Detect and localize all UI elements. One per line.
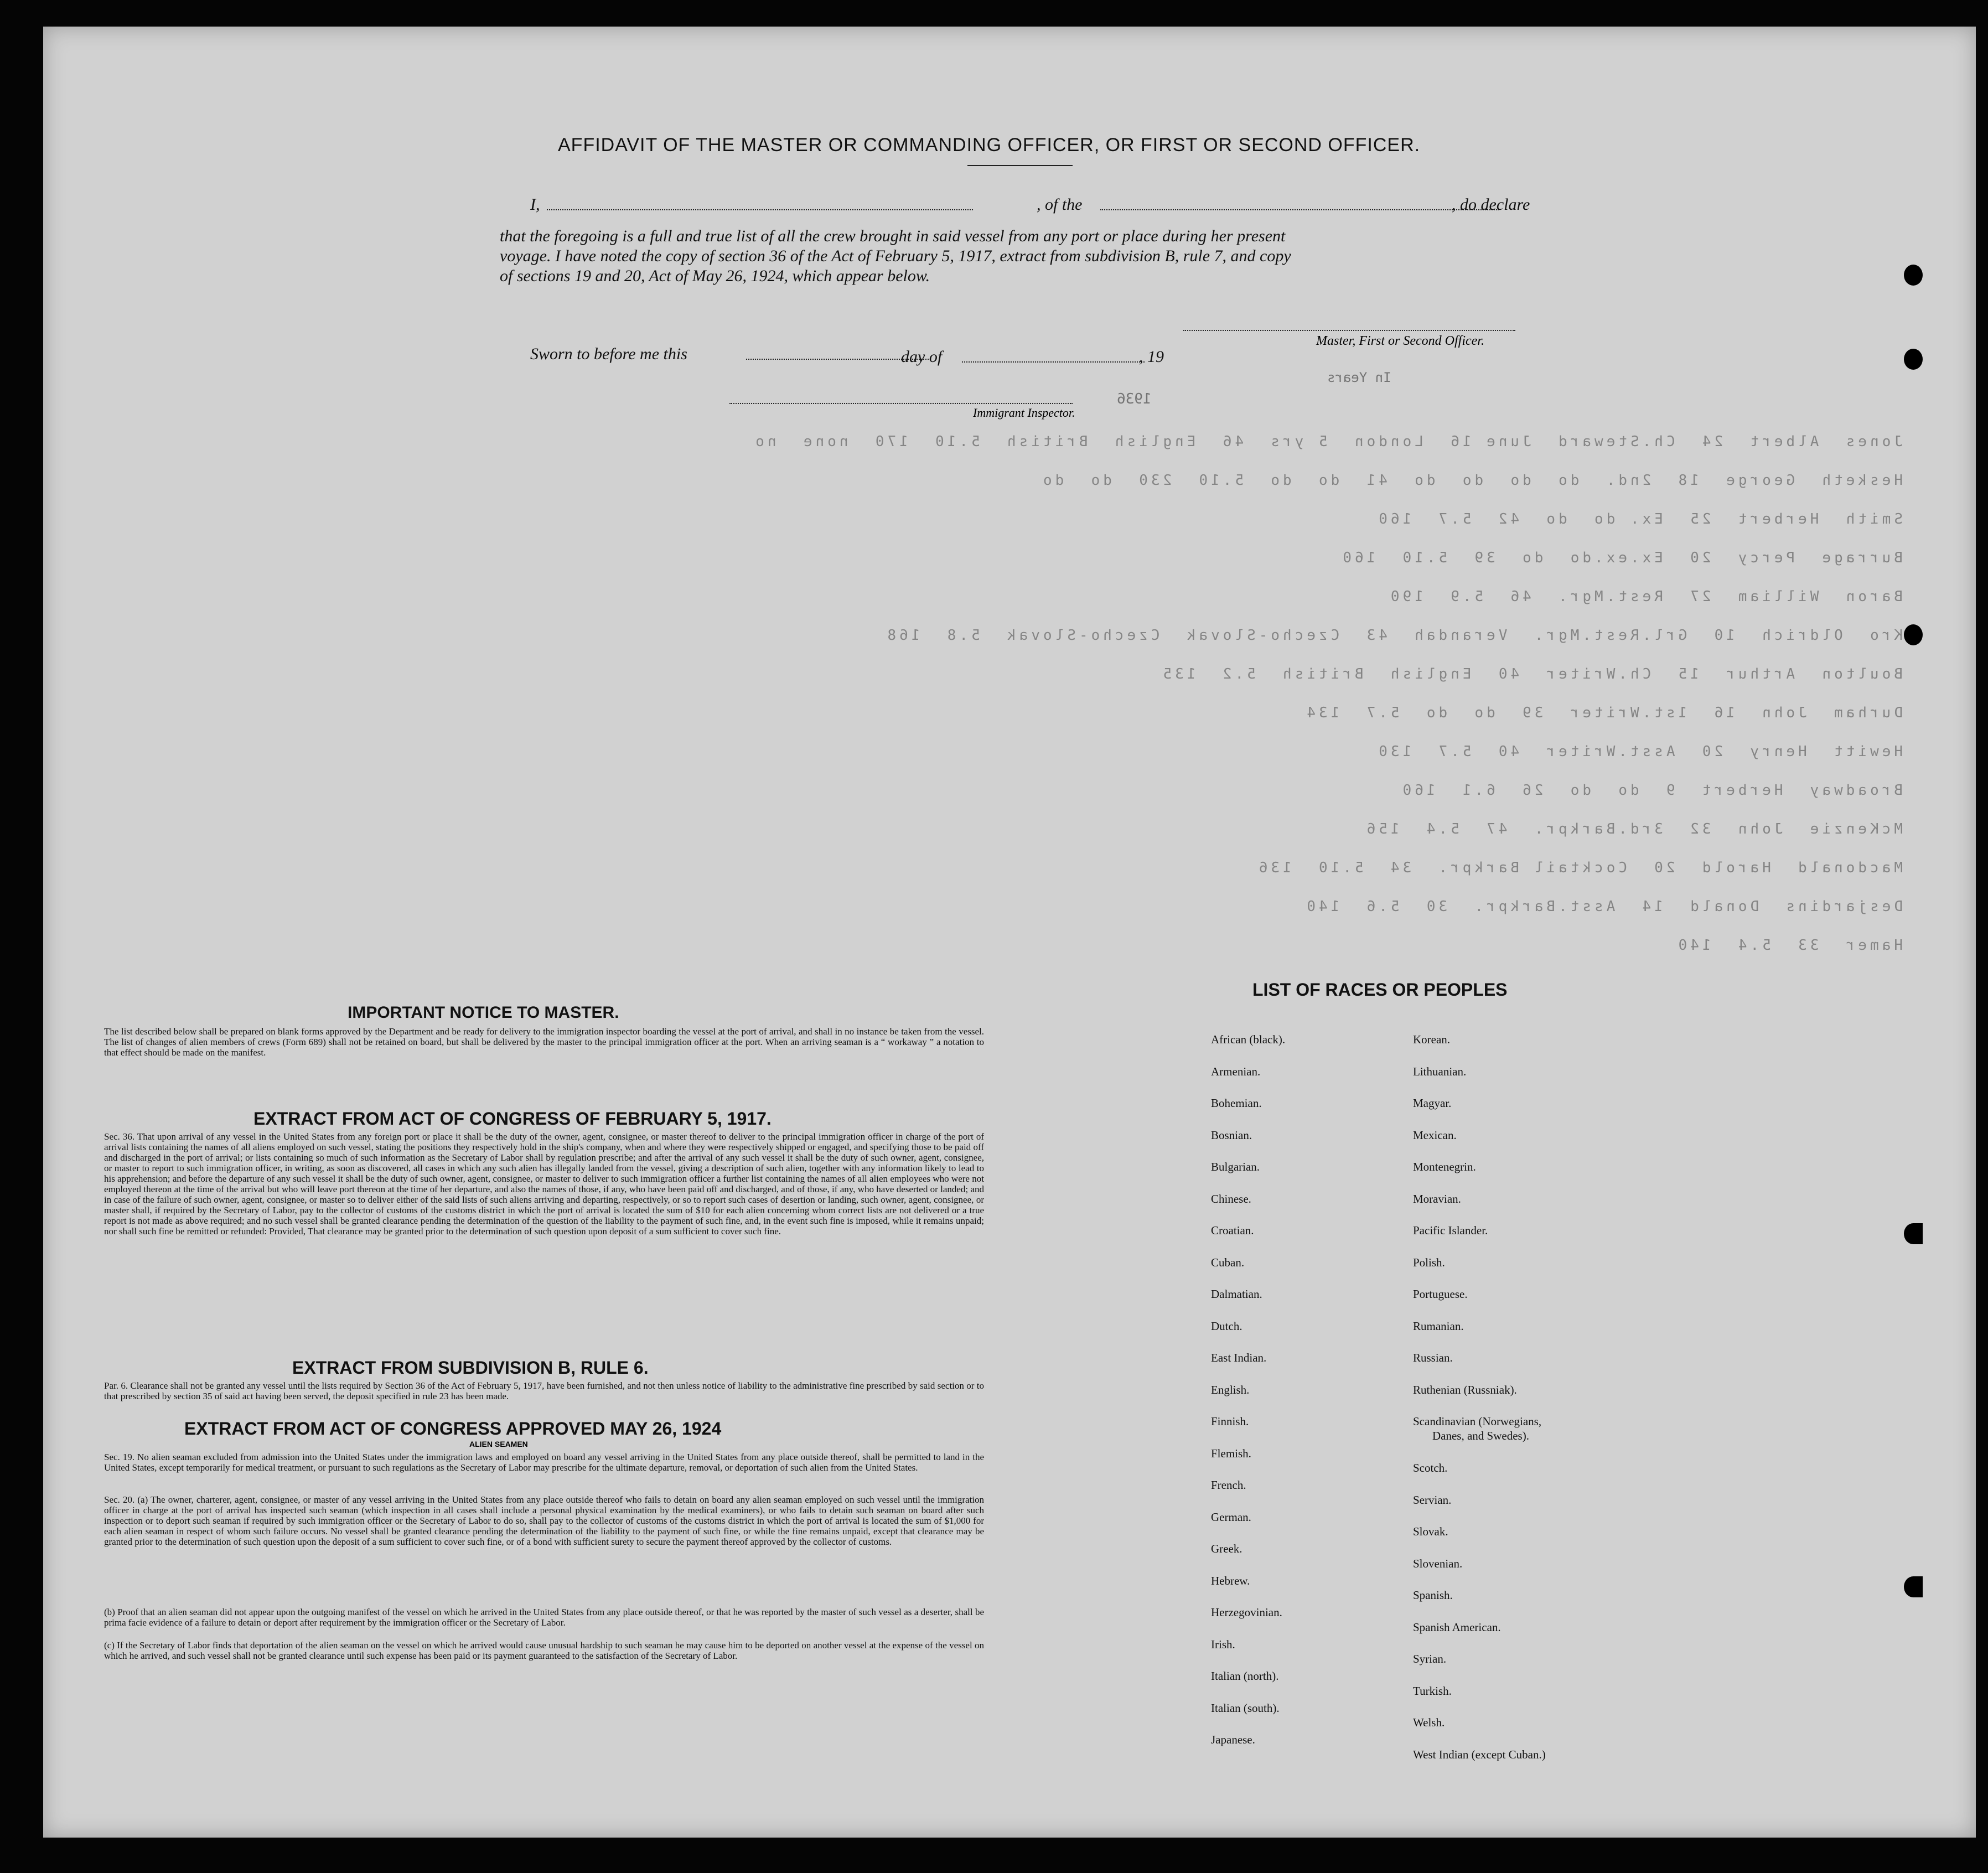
bleed-row: Broadway Herbert 9 do do 26 6.1 160 xyxy=(1399,782,1903,799)
bleed-stamp: 1936 xyxy=(1117,391,1152,407)
document-page xyxy=(43,27,1976,1838)
month-blank-line xyxy=(962,361,1145,363)
bleed-row: Burrage Percy 20 Ex.ex.do do 39 5.10 160 xyxy=(1339,550,1903,566)
extract-1924-title: EXTRACT FROM ACT OF CONGRESS APPROVED MAY 26, 1924 xyxy=(184,1419,722,1439)
i-label: I, xyxy=(530,195,540,214)
name-blank-line xyxy=(547,209,973,210)
bleed-row: Kro Oldrich 10 Grl.Rest.Mgr. Verandah 43 Czecho-Slovak Czecho-Slovak 5.8 168 xyxy=(884,627,1903,644)
race-item: Turkish. xyxy=(1413,1684,1452,1698)
race-item: Finnish. xyxy=(1211,1415,1249,1428)
race-item: Slovak. xyxy=(1413,1525,1448,1538)
extract-1924-sec19: Sec. 19. No alien seaman excluded from admission into the United States under the immigration laws and employed on board any vessel arriving in the United States from any place outside thereof, shall be permitted to land in the United States, except temporarily for medical treatment, or pursuant to such regulations as the Secretary of Labor may prescribe for the ultimate departure, removal, or deportation of such alien from the United States. xyxy=(104,1452,984,1473)
inspector-signature-line xyxy=(729,403,1073,404)
bleed-row: Boulton Arthur 15 Ch.Writer 40 English British 5.2 135 xyxy=(1159,666,1903,682)
race-item: Syrian. xyxy=(1413,1652,1447,1665)
vessel-blank-line xyxy=(1100,209,1499,210)
race-item: Rumanian. xyxy=(1413,1319,1464,1333)
race-item: Greek. xyxy=(1211,1542,1242,1555)
year-label: , 19 xyxy=(1139,348,1164,366)
race-item: Hebrew. xyxy=(1211,1574,1250,1587)
inspector-label: Immigrant Inspector. xyxy=(973,406,1075,420)
race-item: Flemish. xyxy=(1211,1446,1251,1460)
race-item: French. xyxy=(1211,1478,1246,1492)
race-item: Magyar. xyxy=(1413,1096,1452,1110)
affidavit-line-1: that the foregoing is a full and true list of all the crew brought in said vessel from any port or place during her present xyxy=(500,227,1286,245)
race-item: Italian (north). xyxy=(1211,1669,1279,1683)
notice-title: IMPORTANT NOTICE TO MASTER. xyxy=(348,1003,619,1022)
race-item: African (black). xyxy=(1211,1033,1286,1046)
bleed-row: Hewitt Henry 20 Asst.Writer 40 5.7 130 xyxy=(1375,743,1903,760)
race-item: Scandinavian (Norwegians, xyxy=(1413,1415,1542,1428)
race-item: Portuguese. xyxy=(1413,1287,1468,1301)
sworn-label: Sworn to before me this xyxy=(530,345,687,363)
extract-1917-body: Sec. 36. That upon arrival of any vessel in the United States from any foreign port or place it shall be the duty of the owner, agent, consignee, or master thereof to deliver to the principal immigration officer in charge of the port of arrival lists containing the names of all aliens employed on such vessel, stating the positions they respectively hold in the ship's company, when and where they were respectively shipped or engaged, and specifying those to be paid off and discharged in the port of arrival; or lists containing so much of such information as the Secretary of Labor shall by regulation prescribe; and after the arrival of any such vessel it shall be the duty of such owner, agent, consignee, or master to report to such immigration officer, in writing, as soon as discovered, all cases in which any such alien has illegally landed from the vessel, giving a description of such alien, together with any information likely to lead to his apprehension; and before the departure of any such vessel it shall be the duty of such owner, agent, consignee, or master to deliver to such immigration officer a further list containing the names of all alien employees who were not employed thereon at the time of the arrival but who will leave port thereon at the time of her departure, and also the names of those, if any, who have been paid off and discharged, and of those, if any, who have deserted or landed; and in case of the failure of such owner, agent, consignee, or master so to deliver either of the said lists of such aliens arriving and departing, respectively, or so to report such cases of desertion or landing, such owner, agent, consignee, or master shall, if required by the Secretary of Labor, pay to the collector of customs of the customs district in which the port of arrival is located the sum of $10 for each alien concerning whom correct lists are not delivered or a true report is not made as above required; and no such vessel shall be granted clearance pending the determination of the question of the liability to the payment of such fine, and, in the event such fine is imposed, while it remains unpaid; nor shall such fine be remitted or refunded: Provided, That clearance may be granted prior to the determination of such question upon deposit of a sum sufficient to cover such fine. xyxy=(104,1131,984,1236)
race-item: Servian. xyxy=(1413,1493,1452,1507)
race-item: Cuban. xyxy=(1211,1255,1245,1269)
notice-body: The list described below shall be prepared on blank forms approved by the Department and be ready for delivery to the immigration inspector boarding the vessel at the port of arrival, and shall in no instance be taken from the vessel. The list of changes of alien members of crews (Form 689) shall not be retained on board, but shall be delivered by the master to the principal immigration officer at the port. When an arriving seaman is a “ workaway ” a notation to that effect should be made on the manifest. xyxy=(104,1026,984,1058)
race-item: Welsh. xyxy=(1413,1716,1445,1729)
race-item: German. xyxy=(1211,1510,1251,1524)
extract-1924-sec20a: Sec. 20. (a) The owner, charterer, agent, consignee, or master of any vessel arriving in the United States from any place outside thereof who fails to detain on board any alien seaman employed on such vessel until the immigration officer in charge at the port of arrival has inspected such seaman (which inspection in all cases shall include a personal physical examination by the medical examiners), or who fails to detain such seaman on board after such inspection or to deport such seaman if required by such immigration officer or the Secretary of Labor to do so, shall pay to the collector of customs of the customs district in which the port of arrival is located the sum of $1,000 for each alien seaman in respect of whom such failure occurs. No vessel shall be granted clearance pending the determination of the liability to the payment of such fine, or while the fine remains unpaid, except that clearance may be granted prior to the determination of such question upon the deposit of a sum sufficient to cover such fine, or of a bond with sufficient surety to secure the payment thereof approved by the collector of customs. xyxy=(104,1494,984,1547)
race-item: Lithuanian. xyxy=(1413,1064,1467,1078)
race-item: Slovenian. xyxy=(1413,1556,1463,1570)
bleed-header: In Years xyxy=(1327,370,1391,385)
extract-1924-sec20b: (b) Proof that an alien seaman did not appear upon the outgoing manifest of the vessel on which he arrived in the United States from any place outside thereof, or that he was reported by the master of such vessel as a deserter, shall be prima facie evidence of a failure to detain or deport after requirement by the immigration officer or the Secretary of Labor. xyxy=(104,1607,984,1628)
race-item: Bosnian. xyxy=(1211,1128,1252,1142)
bleed-row: Desjardins Donald 14 Asst.Barkpr. 30 5.6 140 xyxy=(1303,898,1903,915)
bleed-row: Smith Herbert 25 Ex. do do 42 5.7 160 xyxy=(1375,511,1903,527)
rule6-body: Par. 6. Clearance shall not be granted any vessel until the lists required by Section 36 of the Act of February 5, 1917, have been furnished, and not then unless notice of liability to the administrative fine prescribed by said section or to that prescribed by section 35 of said act having been served, the deposit specified in rule 23 has been made. xyxy=(104,1380,984,1401)
race-item: Armenian. xyxy=(1211,1064,1261,1078)
race-item: Spanish American. xyxy=(1413,1620,1501,1634)
race-item: Bulgarian. xyxy=(1211,1160,1260,1173)
race-item: Irish. xyxy=(1211,1637,1235,1651)
affidavit-line-2: voyage. I have noted the copy of section 36 of the Act of February 5, 1917, extract from subdivision B, rule 7, and copy xyxy=(500,247,1291,265)
race-item: Moravian. xyxy=(1413,1192,1461,1205)
extract-1924-subtitle: ALIEN SEAMEN xyxy=(469,1440,528,1448)
race-item: East Indian. xyxy=(1211,1351,1267,1364)
race-item: Herzegovinian. xyxy=(1211,1606,1282,1619)
race-item: West Indian (except Cuban.) xyxy=(1413,1747,1546,1761)
extract-1917-title: EXTRACT FROM ACT OF CONGRESS OF FEBRUARY 5, 1917. xyxy=(253,1109,772,1129)
extract-1924-sec20c: (c) If the Secretary of Labor finds that deportation of the alien seaman on the vessel on which he arrived would cause unusual hardship to such seaman he may cause him to be deported on another vessel at the expense of the vessel on which he arrived, and such vessel shall not be granted clearance until such expense has been paid or its payment guaranteed to the satisfaction of the Secretary of Labor. xyxy=(104,1640,984,1661)
race-item: Pacific Islander. xyxy=(1413,1224,1488,1237)
of-the-label: , of the xyxy=(1037,195,1083,214)
punch-hole xyxy=(1904,265,1923,286)
race-item: Danes, and Swedes). xyxy=(1432,1429,1529,1442)
race-item: Italian (south). xyxy=(1211,1701,1280,1715)
race-item: Scotch. xyxy=(1413,1461,1448,1474)
bleed-row: Macdonald Harold 20 Cocktail Barkpr. 34 5.10 136 xyxy=(1255,860,1903,876)
race-item: Korean. xyxy=(1413,1033,1451,1046)
race-item: Mexican. xyxy=(1413,1128,1457,1142)
races-title: LIST OF RACES OR PEOPLES xyxy=(1252,980,1508,1000)
race-item: Ruthenian (Russniak). xyxy=(1413,1383,1517,1396)
bleed-row: McKenzie John 32 3rd.Barkpr. 47 5.4 156 xyxy=(1363,821,1903,837)
rule6-title: EXTRACT FROM SUBDIVISION B, RULE 6. xyxy=(292,1358,649,1378)
race-item: Dutch. xyxy=(1211,1319,1242,1333)
race-item: Polish. xyxy=(1413,1255,1445,1269)
race-item: Croatian. xyxy=(1211,1224,1254,1237)
race-item: Japanese. xyxy=(1211,1733,1255,1746)
punch-hole xyxy=(1904,1223,1923,1244)
race-item: Chinese. xyxy=(1211,1192,1251,1205)
race-item: English. xyxy=(1211,1383,1250,1396)
race-item: Dalmatian. xyxy=(1211,1287,1262,1301)
bleed-row: Jones Albert 24 Ch.Steward June 16 London 5 yrs 46 English British 5.10 170 none no xyxy=(752,433,1903,450)
bleed-row: Hamer 33 5.4 140 xyxy=(1675,937,1903,954)
bleed-row: Baron William 27 Rest.Mgr. 46 5.9 190 xyxy=(1387,588,1903,605)
bleed-row: Durham John 16 1st.Writer 39 do do 5.7 134 xyxy=(1303,705,1903,721)
affidavit-title: AFFIDAVIT OF THE MASTER OR COMMANDING OFFICER, OR FIRST OR SECOND OFFICER. xyxy=(558,134,1421,156)
officer-label: Master, First or Second Officer. xyxy=(1316,334,1484,348)
declare-label: , do declare xyxy=(1452,195,1530,214)
punch-hole xyxy=(1904,1576,1923,1597)
officer-signature-line xyxy=(1183,330,1515,331)
race-item: Bohemian. xyxy=(1211,1096,1262,1110)
title-rule xyxy=(967,165,1073,166)
punch-hole xyxy=(1904,624,1923,645)
race-item: Montenegrin. xyxy=(1413,1160,1476,1173)
race-item: Spanish. xyxy=(1413,1589,1453,1602)
day-of-label: day of xyxy=(901,348,943,366)
punch-hole xyxy=(1904,349,1923,370)
affidavit-line-3: of sections 19 and 20, Act of May 26, 1924, which appear below. xyxy=(500,267,930,285)
race-item: Russian. xyxy=(1413,1351,1453,1364)
bleed-row: Hesketh George 18 2nd. do do do do 41 do do 5.10 230 do do xyxy=(1039,472,1903,489)
